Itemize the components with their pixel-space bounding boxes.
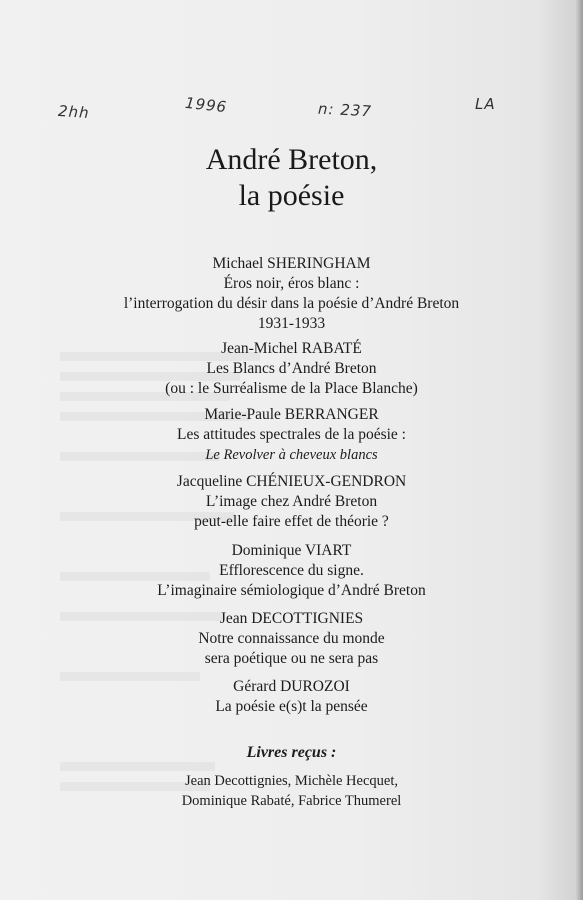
contents-entry	[0, 405, 583, 465]
books-received-heading: Livres reçus :	[246, 744, 337, 761]
page-edge-shadow	[575, 0, 583, 900]
entry-title-line: Efflorescence du signe.	[219, 562, 364, 579]
entry-title-line: sera poétique ou ne sera pas	[204, 650, 379, 667]
handwritten-number: n: 237	[317, 99, 373, 121]
contents-entry	[0, 472, 583, 532]
entry-author: Gérard DUROZOI	[233, 678, 350, 695]
contents-entry	[0, 339, 583, 399]
entry-title-line: Éros noir, éros blanc :	[223, 275, 360, 292]
entry-title-line: La poésie e(s)t la pensée	[215, 698, 368, 715]
entry-title-line: peut-elle faire effet de théorie ?	[194, 513, 389, 530]
entry-title-line: L’image chez André Breton	[205, 493, 378, 510]
entry-title-line: Notre connaissance du monde	[198, 630, 385, 647]
contents-entry	[0, 541, 583, 601]
handwritten-year: 1996	[184, 93, 229, 117]
entry-title-line: Les attitudes spectrales de la poésie :	[177, 426, 406, 443]
handwritten-initials: LA	[475, 95, 496, 113]
entry-author: Jean-Michel RABATÉ	[221, 340, 362, 357]
entry-title-line: Les Blancs d’André Breton	[206, 360, 377, 377]
title-line-2: la poésie	[238, 179, 345, 212]
entry-author: Jacqueline CHÉNIEUX-GENDRON	[176, 473, 407, 490]
entry-title-italic: Le Revolver à cheveux blancs	[205, 447, 378, 463]
books-received-line: Jean Decottignies, Michèle Hecquet,	[185, 773, 398, 789]
entry-author: Michael SHERINGHAM	[212, 255, 371, 272]
books-received-list	[0, 771, 583, 811]
entry-author: Marie-Paule BERRANGER	[204, 406, 379, 423]
page-title	[0, 142, 583, 214]
entry-title-line: 1931-1933	[257, 315, 326, 332]
books-received-line: Dominique Rabaté, Fabrice Thumerel	[181, 793, 402, 809]
title-line-1: André Breton,	[205, 143, 378, 176]
entry-title-line: L’imaginaire sémiologique d’André Breton	[157, 582, 426, 599]
handwritten-pages: 2hh	[57, 101, 91, 123]
entry-author: Dominique VIART	[231, 542, 352, 559]
contents-entry	[0, 254, 583, 334]
entry-author: Jean DECOTTIGNIES	[219, 610, 364, 627]
show-through-line	[60, 762, 215, 771]
entry-title-line: l’interrogation du désir dans la poésie d’André Breton	[123, 295, 460, 312]
contents-entry	[0, 677, 583, 717]
contents-entry	[0, 609, 583, 669]
entry-title-line: (ou : le Surréalisme de la Place Blanche)	[165, 380, 418, 397]
